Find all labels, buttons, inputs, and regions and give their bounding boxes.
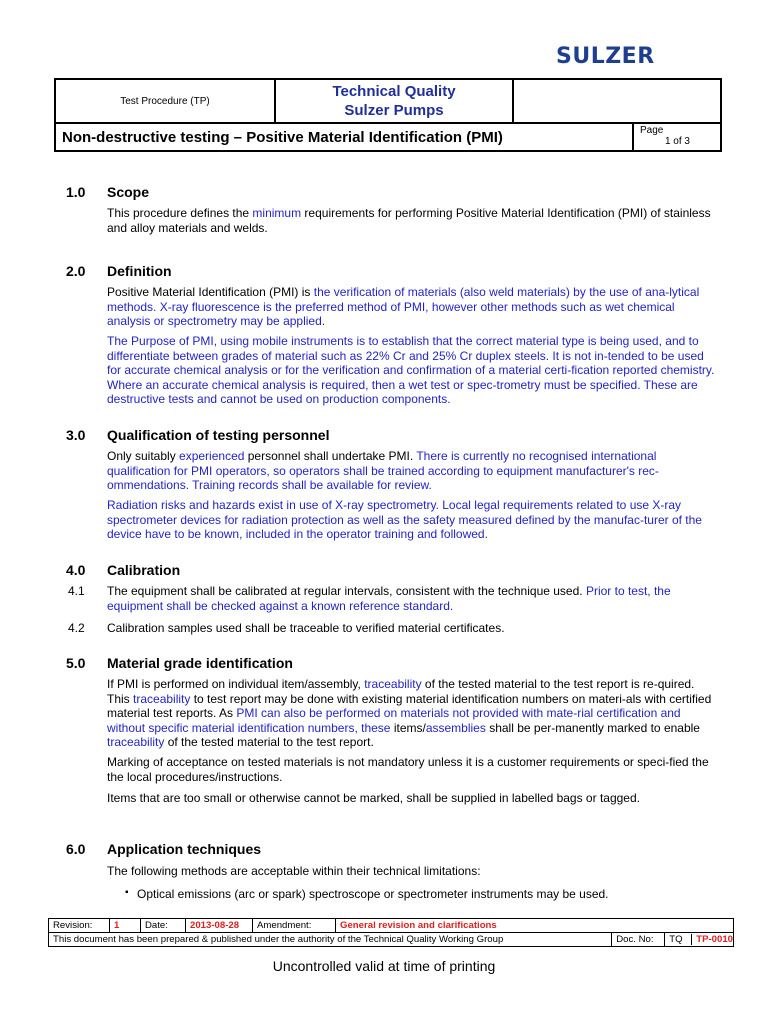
calibration-item-1: The equipment shall be calibrated at regular intervals, consistent with the technique used. Prior to test, the equipment shall be checked against a known reference standard.	[107, 584, 671, 613]
scope-paragraph: This procedure defines the minimum requirements for performing Positive Material Identification (PMI) of stainless and alloy materials and welds.	[107, 206, 711, 235]
docno-cell	[665, 933, 734, 947]
list-item: ▪ Optical emissions (arc or spark) spectroscope or spectrometer instruments may be used.	[125, 887, 609, 901]
definition-paragraph-2: The Purpose of PMI, using mobile instruments is to establish that the correct material type is being used, and to differentiate between grades of material such as 22% Cr and 25% Cr duplex steels. It is not in-tended to be used for accurate chemical analysis or for the verification and confirmation of a material certi-fication reported chemistry. Where an accurate chemical analysis is required, then a wet test or spec-trometry must be specified. These are destructive tests and cannot be used on production components.	[107, 334, 715, 407]
org-cell	[275, 79, 513, 123]
revision-footer	[48, 918, 734, 947]
page-cell	[633, 123, 721, 151]
qualification-paragraph-1: Only suitably experienced personnel shall undertake PMI. There is currently no recognised international qualification for PMI operators, so operators shall be trained according to equipment manufacturer's rec-ommendations. Training records shall be available for review.	[107, 449, 659, 493]
document-header	[54, 78, 722, 152]
section-heading-scope: 1.0 Scope	[66, 184, 150, 200]
material-grade-paragraph-3: Items that are too small or otherwise cannot be marked, shall be supplied in labelled bags or tagged.	[107, 791, 640, 805]
docno-prefix: TQ	[665, 934, 692, 945]
material-grade-paragraph-2: Marking of acceptance on tested materials is not mandatory unless it is a customer requirements or speci-fied the the local procedures/instructions.	[107, 755, 709, 784]
section-heading-qualification: 3.0 Qualification of testing personnel	[66, 427, 330, 443]
calibration-item-2: Calibration samples used shall be traceable to verified material certificates.	[107, 621, 505, 635]
item-number-4-1: 4.1	[68, 584, 85, 598]
page-label: Page	[640, 125, 664, 136]
section-heading-material-grade: 5.0 Material grade identification	[66, 655, 293, 671]
section-heading-application: 6.0 Application techniques	[66, 841, 262, 857]
authority-statement: This document has been prepared & published under the authority of the Technical Quality Working Group	[49, 933, 612, 947]
item-number-4-2: 4.2	[68, 621, 85, 635]
docno-label: Doc. No:	[612, 933, 665, 947]
definition-paragraph-1: Positive Material Identification (PMI) is the verification of materials (also weld materials) by the use of ana-lytical methods. X-ray fluorescence is the preferred method of PMI, however other methods such as wet chemical analysis or spectrometry may be applied.	[107, 285, 700, 329]
org-line2: Sulzer Pumps	[344, 102, 444, 119]
doc-type-cell	[55, 79, 275, 123]
application-paragraph: The following methods are acceptable within their technical limitations:	[107, 864, 481, 878]
amendment-label: Amendment:	[253, 919, 336, 933]
material-grade-paragraph-1: If PMI is performed on individual item/assembly, traceability of the tested material to the test report is re-quired. This traceability to test report may be done with existing material identification numbers on materi-als with certified material test reports. As PMI can also be performed on materials not provided with mate-rial certification and without specific material identification numbers, these items/assemblies shall be per-manently marked to enable traceability of the tested material to the test report.	[107, 677, 712, 750]
date-value: 2013-08-28	[186, 919, 253, 933]
qualification-paragraph-2: Radiation risks and hazards exist in use of X-ray spectrometry. Local legal requirements related to use X-ray spectrometer devices for radiation protection as well as the safety measured defined by the manufac-turer of the device have to be known, included in the operator training and followed.	[107, 498, 702, 542]
doc-title: Non-destructive testing – Positive Material Identification (PMI)	[55, 123, 633, 151]
date-label: Date:	[141, 919, 186, 933]
revision-value: 1	[110, 919, 141, 933]
amendment-value: General revision and clarifications	[336, 919, 734, 933]
section-heading-definition: 2.0 Definition	[66, 263, 172, 279]
docno-value: TP-0010	[696, 934, 733, 945]
bullet-icon: ▪	[125, 887, 129, 898]
section-heading-calibration: 4.0 Calibration	[66, 562, 181, 578]
revision-label: Revision:	[49, 919, 110, 933]
doc-type: Test Procedure (TP)	[120, 95, 210, 107]
blank-cell	[513, 79, 721, 123]
org-line1: Technical Quality	[332, 83, 456, 100]
page-value: 1 of 3	[664, 136, 690, 147]
sulzer-logo: SULZER	[556, 44, 655, 69]
uncontrolled-note: Uncontrolled valid at time of printing	[272, 958, 496, 974]
